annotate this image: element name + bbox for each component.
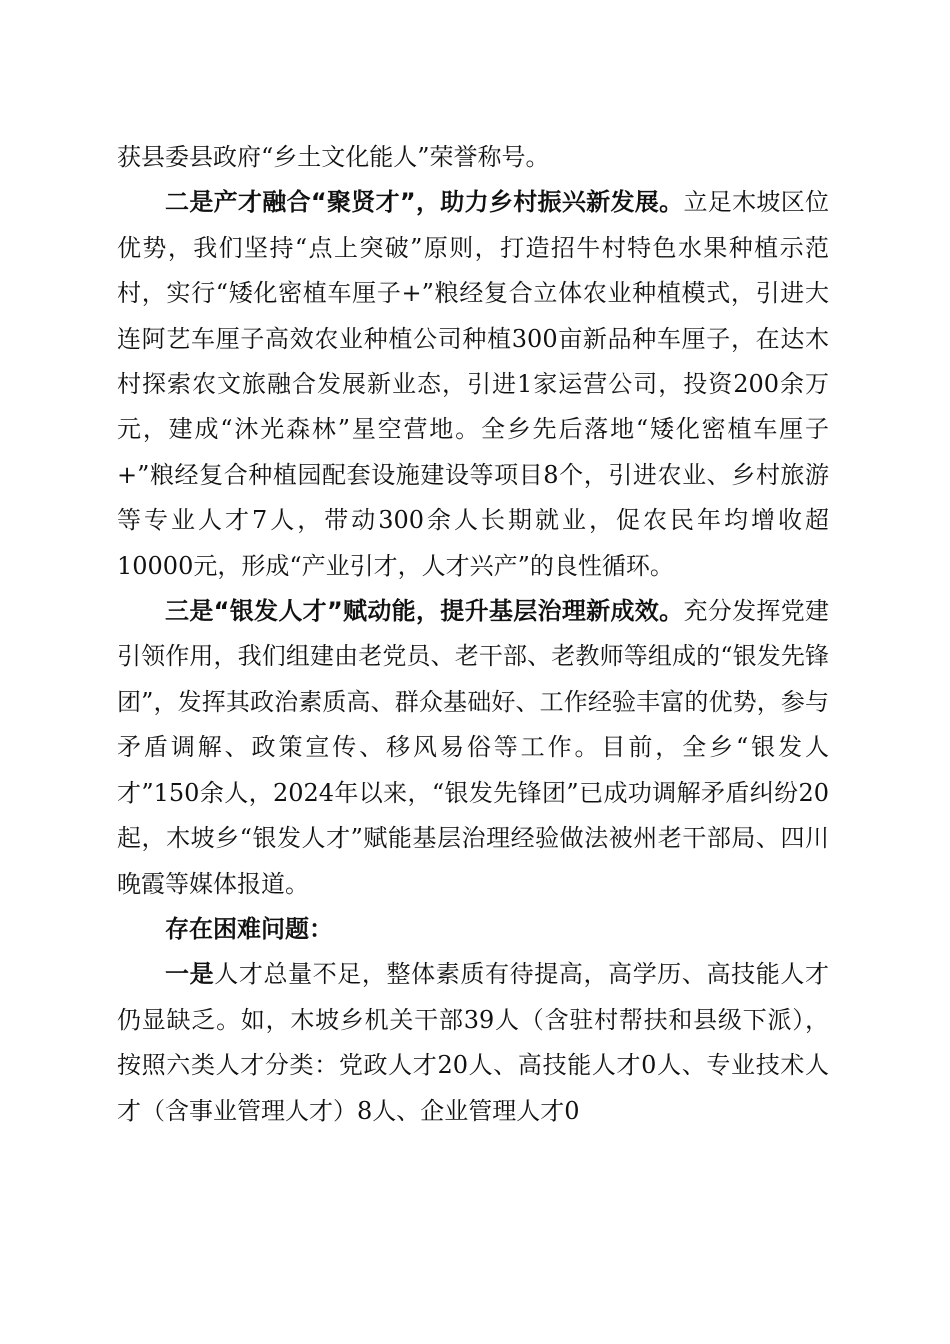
paragraph-silver-talent bbox=[117, 589, 829, 907]
paragraph-lead: 二是产才融合“聚贤才”，助力乡村振兴新发展。 bbox=[165, 188, 684, 217]
paragraph-lead: 一是 bbox=[165, 960, 215, 989]
paragraph-continuation bbox=[117, 135, 829, 180]
paragraph-talent-industry bbox=[117, 180, 829, 589]
document-body bbox=[117, 135, 829, 1134]
paragraph-text: 立足木坡区位优势，我们坚持“点上突破”原则，打造招牛村特色水果种植示范村，实行“矮化密植车厘子+”粮经复合立体农业种植模式，引进大连阿艺车厘子高效农业种植公司种植300亩新品种车厘子，在达木村探索农文旅融合发展新业态，引进1家运营公司，投资200余万元，建成“沐光森林”星空营地。全乡先后落地“矮化密植车厘子+”粮经复合种植园配套设施建设等项目8个，引进农业、乡村旅游等专业人才7人，带动300余人长期就业，促农民年均增收超10000元，形成“产业引才，人才兴产”的良性循环。 bbox=[117, 188, 830, 580]
paragraph-text: 充分发挥党建引领作用，我们组建由老党员、老干部、老教师等组成的“银发先锋团”，发挥其政治素质高、群众基础好、工作经验丰富的优势，参与矛盾调解、政策宣传、移风易俗等工作。目前，全乡“银发人才”150余人，2024年以来，“银发先锋团”已成功调解矛盾纠纷20起，木坡乡“银发人才”赋能基层治理经验做法被州老干部局、四川晚霞等媒体报道。 bbox=[117, 597, 830, 898]
paragraph-problem-one bbox=[117, 952, 829, 1134]
paragraph-text: 获县委县政府“乡土文化能人”荣誉称号。 bbox=[117, 143, 550, 171]
paragraph-text: 人才总量不足，整体素质有待提高，高学历、高技能人才仍显缺乏。如，木坡乡机关干部39人（含驻村帮扶和县级下派），按照六类人才分类：党政人才20人、高技能人才0人、专业技术人才（含事业管理人才）8人、企业管理人才0 bbox=[117, 960, 830, 1125]
paragraph-lead: 三是“银发人才”赋动能，提升基层治理新成效。 bbox=[165, 597, 684, 626]
section-heading-problems: 存在困难问题： bbox=[165, 914, 333, 943]
